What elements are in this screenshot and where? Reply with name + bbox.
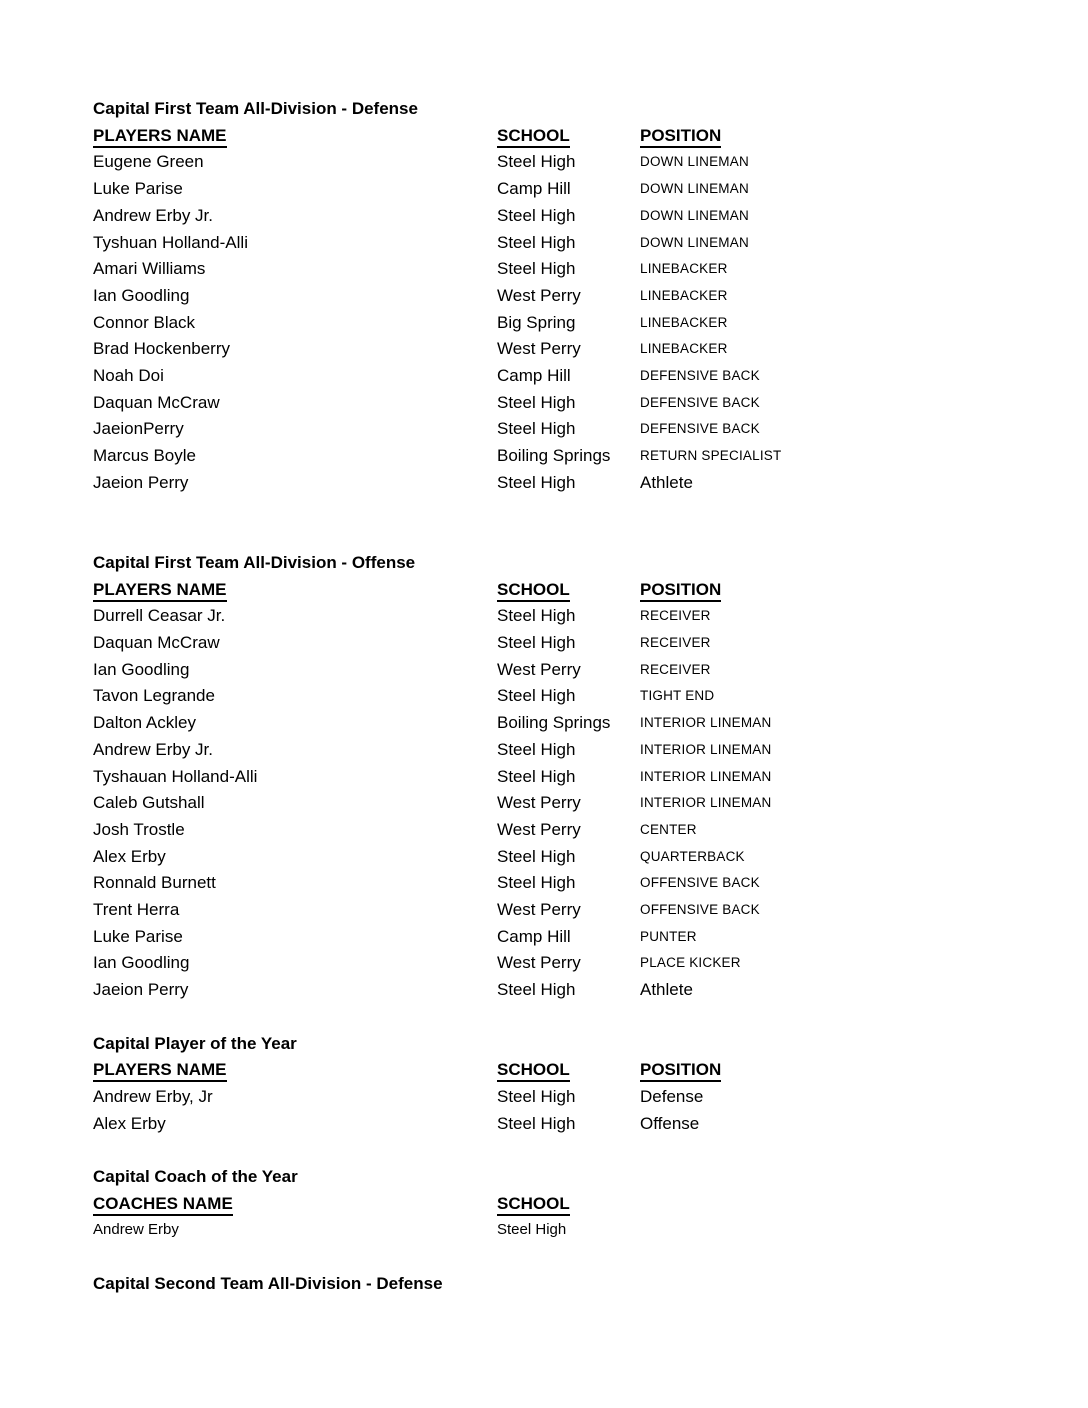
table-row [93,950,1068,977]
cell-school: Steel High [497,472,576,492]
cell-player-name: Daquan McCraw [93,392,220,412]
section [93,96,1068,497]
column-header [93,1057,497,1084]
cell-player-name: Jaeion Perry [93,980,189,1000]
cell-position: LINEBACKER [640,261,728,277]
column-header-label: SCHOOL [497,580,570,602]
column-header [640,577,1068,604]
column-header-row [93,1057,1068,1084]
table-row [93,390,1068,417]
table-row [93,310,1068,337]
cell-school: Camp Hill [497,926,571,946]
cell-position: LINEBACKER [640,341,728,357]
cell-player-name: Josh Trostle [93,819,185,839]
column-header-label: POSITION [640,126,721,148]
cell-position: DEFENSIVE BACK [640,368,760,384]
cell-school: Camp Hill [497,366,571,386]
cell-position: DOWN LINEMAN [640,207,749,223]
column-header-label: POSITION [640,1060,721,1082]
table-row [93,1217,1068,1244]
cell-position: INTERIOR LINEMAN [640,715,772,731]
cell-player-name: Andrew Erby [93,1221,179,1239]
cell-position: RETURN SPECIALIST [640,448,782,464]
cell-school: Steel High [497,259,576,279]
cell-school: West Perry [497,900,581,920]
cell-school: Steel High [497,1221,567,1239]
cell-position: LINEBACKER [640,314,728,330]
table-row [93,1111,1068,1138]
table-row [93,657,1068,684]
section [93,1271,1068,1298]
cell-school: Steel High [497,1086,576,1106]
cell-position: OFFENSIVE BACK [640,875,760,891]
cell-player-name: Luke Parise [93,926,183,946]
cell-school: Steel High [497,152,576,172]
table-row [93,737,1068,764]
table-row [93,897,1068,924]
column-header [640,123,1068,150]
cell-school: Steel High [497,846,576,866]
cell-position: RECEIVER [640,661,711,677]
cell-player-name: Ian Goodling [93,285,190,305]
cell-position: RECEIVER [640,635,711,651]
cell-school: West Perry [497,819,581,839]
cell-school: Boiling Springs [497,713,611,733]
cell-school: West Perry [497,793,581,813]
cell-player-name: Tyshuan Holland-Alli [93,232,248,252]
cell-player-name: Marcus Boyle [93,446,196,466]
cell-player-name: Brad Hockenberry [93,339,231,359]
cell-player-name: Caleb Gutshall [93,793,205,813]
cell-position: PLACE KICKER [640,955,741,971]
table-row [93,870,1068,897]
cell-position: INTERIOR LINEMAN [640,795,772,811]
column-header [497,123,640,150]
table-row [93,683,1068,710]
column-header-label: PLAYERS NAME [93,126,227,148]
table-row [93,817,1068,844]
cell-school: Steel High [497,633,576,653]
section-title: Capital First Team All-Division - Offense [93,552,416,572]
section [93,1031,1068,1138]
table-row [93,443,1068,470]
cell-school: Steel High [497,1113,576,1133]
cell-position: TIGHT END [640,688,715,704]
column-header-label: SCHOOL [497,1194,570,1216]
section [93,550,1068,1004]
cell-position: PUNTER [640,928,697,944]
column-header [93,577,497,604]
table-row [93,230,1068,257]
cell-school: Steel High [497,980,576,1000]
cell-position: QUARTERBACK [640,848,745,864]
cell-player-name: JaeionPerry [93,419,184,439]
cell-school: Steel High [497,205,576,225]
table-row [93,203,1068,230]
column-header [497,1057,640,1084]
table-row [93,844,1068,871]
column-header-row [93,577,1068,604]
column-header-label: PLAYERS NAME [93,580,227,602]
cell-school: West Perry [497,339,581,359]
column-header-label: SCHOOL [497,126,570,148]
column-header-label: COACHES NAME [93,1194,233,1216]
cell-position: DEFENSIVE BACK [640,394,760,410]
cell-player-name: Durrell Ceasar Jr. [93,606,226,626]
cell-school: Steel High [497,419,576,439]
cell-school: Boiling Springs [497,446,611,466]
table-row [93,256,1068,283]
cell-player-name: Tyshauan Holland-Alli [93,766,258,786]
column-header [497,1191,640,1218]
table-row [93,630,1068,657]
table-row [93,176,1068,203]
cell-school: Big Spring [497,312,576,332]
table-row [93,603,1068,630]
cell-player-name: Trent Herra [93,900,180,920]
cell-school: Steel High [497,232,576,252]
table-row [93,363,1068,390]
cell-player-name: Alex Erby [93,846,166,866]
cell-player-name: Luke Parise [93,179,183,199]
cell-player-name: Andrew Erby Jr. [93,205,213,225]
cell-position: DEFENSIVE BACK [640,421,760,437]
cell-player-name: Andrew Erby Jr. [93,739,213,759]
table-row [93,336,1068,363]
cell-player-name: Jaeion Perry [93,472,189,492]
cell-school: Steel High [497,739,576,759]
table-row [93,924,1068,951]
cell-position: LINEBACKER [640,287,728,303]
table-row [93,416,1068,443]
cell-school: Steel High [497,766,576,786]
cell-position: INTERIOR LINEMAN [640,768,772,784]
cell-player-name: Ronnald Burnett [93,873,216,893]
cell-school: Steel High [497,606,576,626]
cell-school: Steel High [497,392,576,412]
table-row [93,283,1068,310]
cell-position: RECEIVER [640,608,711,624]
column-header-row [93,123,1068,150]
cell-position: OFFENSIVE BACK [640,902,760,918]
table-row [93,1084,1068,1111]
cell-player-name: Amari Williams [93,259,206,279]
table-row [93,149,1068,176]
column-header-label: POSITION [640,580,721,602]
table-row [93,710,1068,737]
cell-player-name: Andrew Erby, Jr [93,1086,213,1106]
cell-position: Defense [640,1086,704,1106]
table-row [93,977,1068,1004]
column-header-row [93,1191,1068,1218]
cell-school: Steel High [497,686,576,706]
column-header-label: SCHOOL [497,1060,570,1082]
cell-player-name: Ian Goodling [93,659,190,679]
section-title: Capital First Team All-Division - Defense [93,99,418,118]
table-row [93,790,1068,817]
cell-position: Athlete [640,472,693,492]
column-header [93,123,497,150]
cell-position: DOWN LINEMAN [640,154,749,170]
cell-position: Athlete [640,980,693,1000]
cell-position: Offense [640,1113,700,1133]
table-row [93,470,1068,497]
column-header [640,1057,1068,1084]
column-header [497,577,640,604]
cell-school: West Perry [497,953,581,973]
cell-school: Camp Hill [497,179,571,199]
cell-player-name: Connor Black [93,312,196,332]
cell-player-name: Alex Erby [93,1113,166,1133]
section-title: Capital Coach of the Year [93,1167,298,1187]
cell-player-name: Tavon Legrande [93,686,215,706]
cell-position: INTERIOR LINEMAN [640,741,772,757]
cell-player-name: Ian Goodling [93,953,190,973]
cell-school: Steel High [497,873,576,893]
cell-player-name: Daquan McCraw [93,633,220,653]
section-title: Capital Player of the Year [93,1033,297,1053]
column-header-label: PLAYERS NAME [93,1060,227,1082]
section-title: Capital Second Team All-Division - Defense [93,1273,443,1293]
table-row [93,764,1068,791]
cell-player-name: Noah Doi [93,366,164,386]
cell-player-name: Dalton Ackley [93,713,196,733]
cell-position: DOWN LINEMAN [640,234,749,250]
section [93,1164,1068,1244]
cell-position: CENTER [640,821,697,837]
cell-school: West Perry [497,659,581,679]
cell-school: West Perry [497,285,581,305]
cell-player-name: Eugene Green [93,152,204,172]
cell-position: DOWN LINEMAN [640,181,749,197]
column-header [93,1191,497,1218]
